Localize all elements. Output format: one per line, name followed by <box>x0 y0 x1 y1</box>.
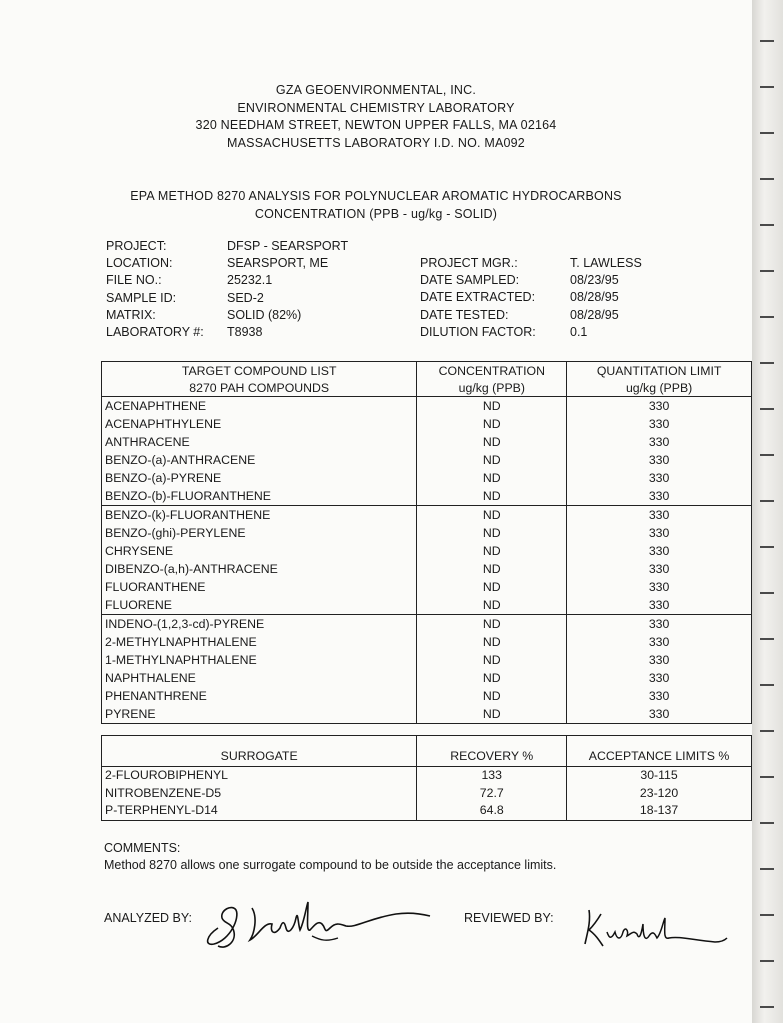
info-value: 25232.1 <box>227 273 273 288</box>
table-row <box>102 651 752 669</box>
info-label: DATE SAMPLED: <box>420 273 520 288</box>
table-row <box>102 615 752 634</box>
cell-compound: BENZO-(a)-ANTHRACENE <box>105 453 256 467</box>
comments-text: Method 8270 allows one surrogate compound to be outside the acceptance limits. <box>104 858 557 872</box>
cell-concentration: ND <box>417 615 567 634</box>
cell-concentration: ND <box>417 397 567 416</box>
info-value: 0.1 <box>570 324 588 339</box>
table-row <box>102 633 752 651</box>
cell-compound: DIBENZO-(a,h)-ANTHRACENE <box>105 562 278 576</box>
cell-limit: 330 <box>567 487 752 506</box>
table-row <box>102 506 752 525</box>
cell-compound: BENZO-(ghi)-PERYLENE <box>105 526 246 540</box>
cell-surrogate: P-TERPHENYL-D14 <box>105 803 218 817</box>
binder-tick <box>760 730 774 732</box>
lab-id: MASSACHUSETTS LABORATORY I.D. NO. MA092 <box>227 135 525 150</box>
header-concentration-line1: CONCENTRATION <box>438 364 545 378</box>
method-title: EPA METHOD 8270 ANALYSIS FOR POLYNUCLEAR AROMATIC HYDROCARBONS <box>130 189 622 203</box>
table-row <box>102 397 752 416</box>
lab-address: 320 NEEDHAM STREET, NEWTON UPPER FALLS, MA 02164 <box>195 118 557 132</box>
analyzed-by-label: ANALYZED BY: <box>104 911 192 925</box>
info-value: T8938 <box>227 325 263 340</box>
header-recovery: RECOVERY % <box>417 736 567 767</box>
table-row <box>102 705 752 724</box>
cell-limit: 330 <box>567 669 752 687</box>
cell-compound: FLUORANTHENE <box>105 580 206 594</box>
analyzed-signature <box>200 888 440 958</box>
cell-compound: PYRENE <box>105 707 156 721</box>
report-title <box>0 188 752 223</box>
binder-tick <box>760 592 774 594</box>
cell-compound: NAPHTHALENE <box>105 671 196 685</box>
cell-limit: 330 <box>567 651 752 669</box>
cell-surrogate: NITROBENZENE-D5 <box>105 785 222 800</box>
cell-concentration: ND <box>417 669 567 687</box>
binder-tick <box>760 776 774 778</box>
info-label: DATE TESTED: <box>420 307 509 322</box>
reviewed-by-label: REVIEWED BY: <box>464 911 554 925</box>
binder-tick <box>760 684 774 686</box>
cell-limit: 330 <box>567 687 752 705</box>
table-row <box>102 687 752 705</box>
info-label: LOCATION: <box>106 256 173 271</box>
cell-limit: 330 <box>567 506 752 525</box>
binder-tick <box>760 270 774 272</box>
cell-limit: 330 <box>567 469 752 487</box>
cell-recovery: 133 <box>417 767 567 785</box>
cell-concentration: ND <box>417 487 567 506</box>
header-limit-line1: QUANTITATION LIMIT <box>596 364 722 378</box>
cell-concentration: ND <box>417 506 567 525</box>
table-row <box>102 451 752 469</box>
info-value: SOLID (82%) <box>227 307 302 322</box>
header-surrogate: SURROGATE <box>102 736 417 767</box>
info-value: SED-2 <box>227 290 264 305</box>
cell-limit: 330 <box>567 596 752 615</box>
header-limit <box>567 362 752 397</box>
table-row <box>102 578 752 596</box>
binder-tick <box>760 132 774 134</box>
table-row <box>102 433 752 451</box>
cell-limits: 23-120 <box>567 785 752 803</box>
cell-concentration: ND <box>417 705 567 724</box>
cell-limit: 330 <box>567 542 752 560</box>
cell-compound: FLUORENE <box>102 596 417 615</box>
cell-limit: 330 <box>567 397 752 416</box>
cell-concentration: ND <box>417 524 567 542</box>
cell-concentration: ND <box>417 651 567 669</box>
binder-tick <box>760 960 774 962</box>
cell-compound: ACENAPHTHENE <box>105 399 207 413</box>
table-row <box>102 415 752 433</box>
info-value: 08/23/95 <box>570 273 619 288</box>
cell-concentration: ND <box>417 596 567 615</box>
binder-tick <box>760 822 774 824</box>
cell-compound: ANTHRACENE <box>105 435 190 449</box>
cell-concentration: ND <box>417 542 567 560</box>
info-label: SAMPLE ID: <box>106 290 177 305</box>
binder-tick <box>760 500 774 502</box>
binder-tick <box>760 224 774 226</box>
binder-tick <box>760 914 774 916</box>
cell-compound: ACENAPHTHYLENE <box>105 417 222 431</box>
concentration-title: CONCENTRATION (PPB - ug/kg - SOLID) <box>254 206 498 221</box>
info-left-values <box>227 238 348 341</box>
cell-limit: 330 <box>567 705 752 724</box>
cell-limit: 330 <box>567 433 752 451</box>
header-compound-line1: TARGET COMPOUND LIST <box>181 364 337 378</box>
info-right-labels <box>420 255 536 341</box>
table-row <box>102 542 752 560</box>
cell-limit: 330 <box>567 451 752 469</box>
cell-concentration: ND <box>417 560 567 578</box>
table-row <box>102 767 752 785</box>
cell-limit: 330 <box>567 524 752 542</box>
table-row <box>102 469 752 487</box>
cell-limit: 330 <box>567 615 752 634</box>
table-row <box>102 802 752 820</box>
cell-limits: 18-137 <box>567 802 752 820</box>
cell-limit: 330 <box>567 415 752 433</box>
table-row <box>102 524 752 542</box>
company-name: GZA GEOENVIRONMENTAL, INC. <box>275 83 477 97</box>
cell-surrogate: 2-FLOUROBIPHENYL <box>105 768 228 782</box>
binder-tick <box>760 408 774 410</box>
reviewed-signature <box>575 900 735 955</box>
table-row <box>102 487 752 506</box>
cell-concentration: ND <box>417 415 567 433</box>
info-left-labels <box>106 238 204 341</box>
cell-limit: 330 <box>567 633 752 651</box>
info-label: PROJECT: <box>106 239 167 253</box>
cell-compound: CHRYSENE <box>105 544 174 558</box>
cell-concentration: ND <box>417 469 567 487</box>
cell-recovery: 64.8 <box>417 802 567 820</box>
info-right-values <box>570 255 642 341</box>
cell-compound: BENZO-(a)-PYRENE <box>105 471 222 485</box>
info-label: DATE EXTRACTED: <box>420 290 536 305</box>
cell-limit: 330 <box>567 578 752 596</box>
info-label: FILE NO.: <box>106 273 162 288</box>
info-value: 08/28/95 <box>570 307 619 322</box>
header-acceptance: ACCEPTANCE LIMITS % <box>567 736 752 767</box>
compound-table <box>101 361 752 724</box>
binder-tick <box>760 454 774 456</box>
header-compound-line2: 8270 PAH COMPOUNDS <box>189 380 330 395</box>
binder-tick <box>760 362 774 364</box>
lab-name: ENVIRONMENTAL CHEMISTRY LABORATORY <box>237 100 515 115</box>
table-row <box>102 669 752 687</box>
cell-concentration: ND <box>417 451 567 469</box>
info-label: LABORATORY #: <box>106 325 204 340</box>
binder-tick <box>760 868 774 870</box>
header-concentration-line2: ug/kg (PPB) <box>458 380 525 395</box>
cell-limits: 30-115 <box>567 767 752 785</box>
cell-concentration: ND <box>417 433 567 451</box>
binder-tick <box>760 86 774 88</box>
cell-compound: INDENO-(1,2,3-cd)-PYRENE <box>105 617 265 631</box>
binder-tick <box>760 40 774 42</box>
header-concentration <box>417 362 567 397</box>
compound-table-header <box>102 362 752 397</box>
cell-concentration: ND <box>417 633 567 651</box>
info-value: 08/28/95 <box>570 290 619 305</box>
binder-tick <box>760 178 774 180</box>
comments-label: COMMENTS: <box>104 841 181 855</box>
header-compound <box>102 362 417 397</box>
binder-tick <box>760 1006 774 1008</box>
surrogate-table-header <box>102 736 752 767</box>
info-label: MATRIX: <box>106 307 156 322</box>
cell-compound: 2-METHYLNAPHTHALENE <box>105 635 257 649</box>
binder-tick <box>760 316 774 318</box>
binder-tick <box>760 638 774 640</box>
header-limit-line2: ug/kg (PPB) <box>625 380 693 395</box>
cell-compound: 1-METHYLNAPHTHALENE <box>105 653 257 667</box>
cell-concentration: ND <box>417 687 567 705</box>
letterhead <box>0 82 752 152</box>
cell-recovery: 72.7 <box>417 785 567 803</box>
cell-limit: 330 <box>567 560 752 578</box>
info-label: PROJECT MGR.: <box>420 256 518 270</box>
surrogate-table <box>101 735 752 821</box>
comments-section <box>104 840 556 874</box>
info-label: DILUTION FACTOR: <box>420 324 536 339</box>
table-row <box>102 560 752 578</box>
binder-tick <box>760 546 774 548</box>
cell-concentration: ND <box>417 578 567 596</box>
info-value: DFSP - SEARSPORT <box>227 239 349 253</box>
info-value: T. LAWLESS <box>570 256 642 270</box>
table-row <box>102 785 752 803</box>
table-row <box>102 596 752 615</box>
cell-compound: PHENANTHRENE <box>105 689 207 703</box>
cell-compound: BENZO-(k)-FLUORANTHENE <box>105 508 271 522</box>
info-value: SEARSPORT, ME <box>227 256 329 271</box>
cell-compound: BENZO-(b)-FLUORANTHENE <box>102 487 417 506</box>
